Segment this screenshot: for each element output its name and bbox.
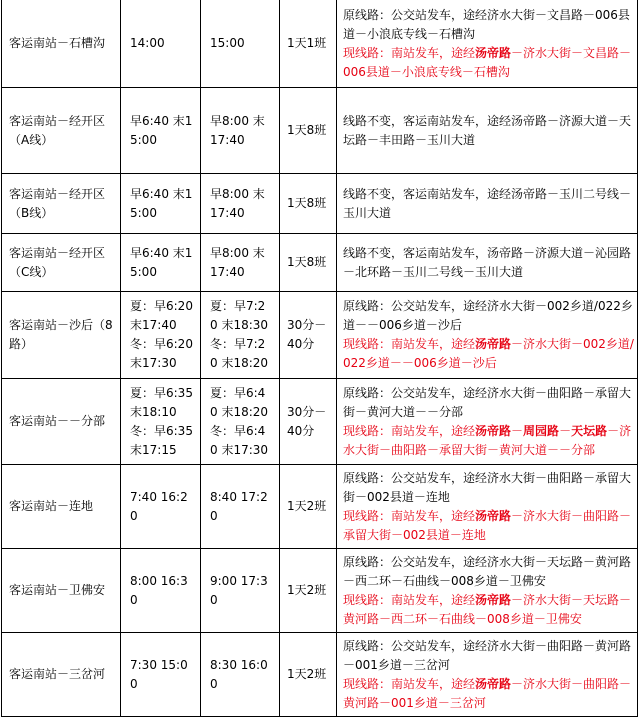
- frequency-cell: 1天2班: [280, 549, 337, 633]
- route-text: 原线路：公交站发车，途经济水大街－文昌路－006县道－小浪底专线－石槽沟: [343, 7, 630, 41]
- route-name-cell: 客运南站－经开区（C线）: [2, 234, 121, 292]
- new-route-text: 现线路：南站发车，途经汤帝路－济水大街－天坛路－黄河路－西二环－石曲线－008乡道－卫佛安: [343, 592, 632, 626]
- route-description-cell: [337, 88, 638, 174]
- departure-time-cell: 早6:40 末15:00: [121, 88, 201, 174]
- table-row: [2, 633, 638, 717]
- route-text: 原线路：公交站发车，途经济水大街－002乡道/022乡道－－006乡道－沙后: [343, 299, 633, 332]
- departure-time-cell: 早6:40 末15:00: [121, 234, 201, 292]
- frequency-cell: 30分－40分: [280, 379, 337, 465]
- departure-time-cell: 夏：早6:35 末18:10 冬：早6:35 末17:15: [121, 379, 201, 465]
- return-time-cell: 15:00: [201, 0, 280, 88]
- return-time-cell: 早8:00 末17:40: [201, 174, 280, 234]
- departure-time-cell: 7:40 16:20: [121, 465, 201, 549]
- new-route-text: 现线路：南站发车，途经汤帝路－济水大街－文昌路－006县道－小浪底专线－石槽沟: [343, 45, 632, 79]
- route-text: 原线路：公交站发车，途经济水大街－曲阳路－承留大街－黄河大道－－分部: [343, 385, 632, 419]
- route-description-cell: [337, 465, 638, 549]
- departure-time-cell: 早6:40 末15:00: [121, 174, 201, 234]
- frequency-cell: 1天8班: [280, 234, 337, 292]
- route-name-cell: 客运南站－三岔河: [2, 633, 121, 717]
- route-name-cell: 客运南站－石槽沟: [2, 0, 121, 88]
- return-time-cell: 夏：早6:40 末18:20 冬：早6:40 末17:30: [201, 379, 280, 465]
- new-route-text: 现线路：南站发车，途经汤帝路－济水大街－曲阳路－黄河路－001乡道－三岔河: [343, 676, 632, 710]
- route-text: 线路不变，客运南站发车，汤帝路－济源大道－沁园路－北环路－玉川二号线－玉川大道: [343, 245, 632, 279]
- route-name-cell: 客运南站－经开区（A线）: [2, 88, 121, 174]
- departure-time-cell: 14:00: [121, 0, 201, 88]
- frequency-cell: 1天1班: [280, 0, 337, 88]
- frequency-cell: 30分－40分: [280, 292, 337, 379]
- return-time-cell: 8:30 16:00: [201, 633, 280, 717]
- route-name-cell: 客运南站－经开区（B线）: [2, 174, 121, 234]
- route-description-cell: [337, 234, 638, 292]
- route-text: 原线路：公交站发车，途经济水大街－曲阳路－黄河路－001乡道－三岔河: [343, 638, 632, 672]
- departure-time-cell: 7:30 15:00: [121, 633, 201, 717]
- frequency-cell: 1天8班: [280, 88, 337, 174]
- return-time-cell: 8:40 17:20: [201, 465, 280, 549]
- route-description-cell: [337, 379, 638, 465]
- route-text: 线路不变，客运南站发车，途经汤帝路－济源大道－天坛路－丰田路－玉川大道: [343, 113, 632, 147]
- return-time-cell: 早8:00 末17:40: [201, 88, 280, 174]
- table-row: [2, 174, 638, 234]
- table-row: [2, 0, 638, 88]
- new-route-text: 现线路：南站发车，途经汤帝路－济水大街－曲阳路－承留大街－002县道－连地: [343, 508, 632, 542]
- table-row: [2, 465, 638, 549]
- return-time-cell: 9:00 17:30: [201, 549, 280, 633]
- route-name-cell: 客运南站－连地: [2, 465, 121, 549]
- new-route-text: 现线路：南站发车，途经汤帝路－济水大街－002乡道/022乡道－－006乡道－沙后: [343, 337, 634, 370]
- new-route-text: 现线路：南站发车，途经汤帝路－周园路－天坛路－济水大街－曲阳路－承留大街－黄河大道－－分部: [343, 423, 632, 457]
- route-text: 线路不变，客运南站发车，途经汤帝路－玉川二号线－玉川大道: [343, 186, 632, 220]
- frequency-cell: 1天2班: [280, 465, 337, 549]
- bus-route-table-body: [2, 0, 638, 717]
- departure-time-cell: 夏：早6:20 末17:40 冬：早6:20 末17:30: [121, 292, 201, 379]
- route-description-cell: [337, 0, 638, 88]
- table-row: [2, 549, 638, 633]
- route-name-cell: 客运南站－沙后（8路）: [2, 292, 121, 379]
- frequency-cell: 1天8班: [280, 174, 337, 234]
- route-description-cell: [337, 292, 638, 379]
- table-row: [2, 292, 638, 379]
- return-time-cell: 夏：早7:20 末18:30 冬：早7:20 末18:20: [201, 292, 280, 379]
- table-row: [2, 234, 638, 292]
- route-name-cell: 客运南站－－分部: [2, 379, 121, 465]
- bus-route-table: [1, 0, 638, 717]
- route-text: 原线路：公交站发车，途经济水大街－天坛路－黄河路－西二环－石曲线－008乡道－卫佛安: [343, 554, 632, 588]
- route-text: 原线路：公交站发车，途经济水大街－曲阳路－承留大街－002县道－连地: [343, 470, 632, 504]
- return-time-cell: 早8:00 末17:40: [201, 234, 280, 292]
- frequency-cell: 1天2班: [280, 633, 337, 717]
- table-row: [2, 379, 638, 465]
- route-description-cell: [337, 549, 638, 633]
- route-name-cell: 客运南站－卫佛安: [2, 549, 121, 633]
- departure-time-cell: 8:00 16:30: [121, 549, 201, 633]
- table-row: [2, 88, 638, 174]
- route-description-cell: [337, 633, 638, 717]
- route-description-cell: [337, 174, 638, 234]
